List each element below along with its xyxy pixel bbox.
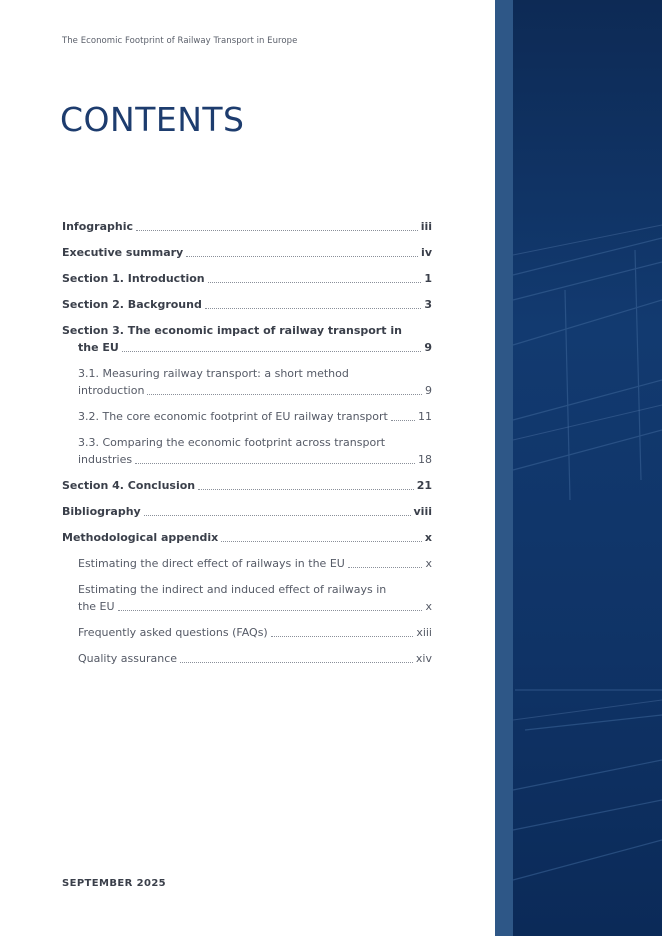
toc-entry-section-3-3[interactable] <box>62 434 432 468</box>
toc-label: Quality assurance <box>78 652 178 665</box>
toc-entry-direct-effect[interactable] <box>62 555 432 572</box>
toc-label: Section 1. Introduction <box>62 272 205 285</box>
running-header: The Economic Footprint of Railway Transport in Europe <box>62 36 298 46</box>
toc-label-line1: 3.3. Comparing the economic footprint across transport <box>78 436 386 449</box>
toc-label-line2: the EU <box>78 341 119 354</box>
toc-leader <box>208 282 422 283</box>
toc-page-number: 9 <box>425 384 432 397</box>
toc-entry-section-3[interactable] <box>62 322 432 356</box>
toc-entry-section-4[interactable] <box>62 477 432 494</box>
toc-label: Frequently asked questions (FAQs) <box>78 626 268 639</box>
toc-label-line2: introduction <box>78 384 145 397</box>
toc-leader <box>147 394 422 395</box>
toc-leader <box>136 230 418 231</box>
toc-page-number: x <box>425 600 432 613</box>
toc-leader <box>221 541 422 542</box>
toc-label: Methodological appendix <box>62 531 219 544</box>
toc-label: 3.2. The core economic footprint of EU railway transport <box>78 410 388 423</box>
toc-leader <box>391 420 415 421</box>
toc-label-line1: 3.1. Measuring railway transport: a short method <box>78 367 349 380</box>
toc-label-line1: Section 3. The economic impact of railway transport in <box>62 324 402 337</box>
toc-leader <box>348 567 423 568</box>
toc-leader <box>271 636 414 637</box>
toc-label: Section 2. Background <box>62 298 202 311</box>
toc-page-number: 1 <box>424 272 432 285</box>
toc-entry-section-2[interactable] <box>62 296 432 313</box>
toc-entry-infographic[interactable] <box>62 218 432 235</box>
toc-page-number: iv <box>421 246 432 259</box>
toc-page-number: 21 <box>416 479 432 492</box>
toc-page-number: xiii <box>416 626 432 639</box>
toc-leader <box>144 515 411 516</box>
toc-label-line2: industries <box>78 453 133 466</box>
table-of-contents <box>62 218 432 676</box>
toc-label: Executive summary <box>62 246 184 259</box>
toc-leader <box>122 351 422 352</box>
toc-entry-section-1[interactable] <box>62 270 432 287</box>
toc-page-number: viii <box>413 505 432 518</box>
toc-page-number: xiv <box>415 652 432 665</box>
toc-entry-executive-summary[interactable] <box>62 244 432 261</box>
toc-entry-faqs[interactable] <box>62 624 432 641</box>
toc-leader <box>135 463 415 464</box>
toc-label-line2: the EU <box>78 600 115 613</box>
toc-entry-methodological-appendix[interactable] <box>62 529 432 546</box>
toc-label: Section 4. Conclusion <box>62 479 196 492</box>
toc-page-number: iii <box>420 220 432 233</box>
toc-entry-quality-assurance[interactable] <box>62 650 432 667</box>
toc-page-number: 11 <box>418 410 432 423</box>
page-title: CONTENTS <box>60 100 245 139</box>
toc-entry-section-3-2[interactable] <box>62 408 432 425</box>
toc-page-number: x <box>424 531 432 544</box>
toc-leader <box>186 256 418 257</box>
toc-leader <box>118 610 423 611</box>
toc-label: Infographic <box>62 220 133 233</box>
toc-page-number: 3 <box>424 298 432 311</box>
publication-date: SEPTEMBER 2025 <box>62 878 167 889</box>
toc-page-number: x <box>425 557 432 570</box>
toc-page-number: 9 <box>424 341 432 354</box>
toc-label: Estimating the direct effect of railways in the EU <box>78 557 345 570</box>
toc-leader <box>198 489 414 490</box>
toc-entry-indirect-effect[interactable] <box>62 581 432 615</box>
toc-label: Bibliography <box>62 505 141 518</box>
railway-photo-strip <box>495 0 662 936</box>
toc-leader <box>205 308 421 309</box>
toc-entry-bibliography[interactable] <box>62 503 432 520</box>
railway-photo <box>495 0 662 936</box>
toc-label-line1: Estimating the indirect and induced effect of railways in <box>78 583 387 596</box>
toc-entry-section-3-1[interactable] <box>62 365 432 399</box>
toc-page-number: 18 <box>418 453 432 466</box>
toc-leader <box>180 662 413 663</box>
